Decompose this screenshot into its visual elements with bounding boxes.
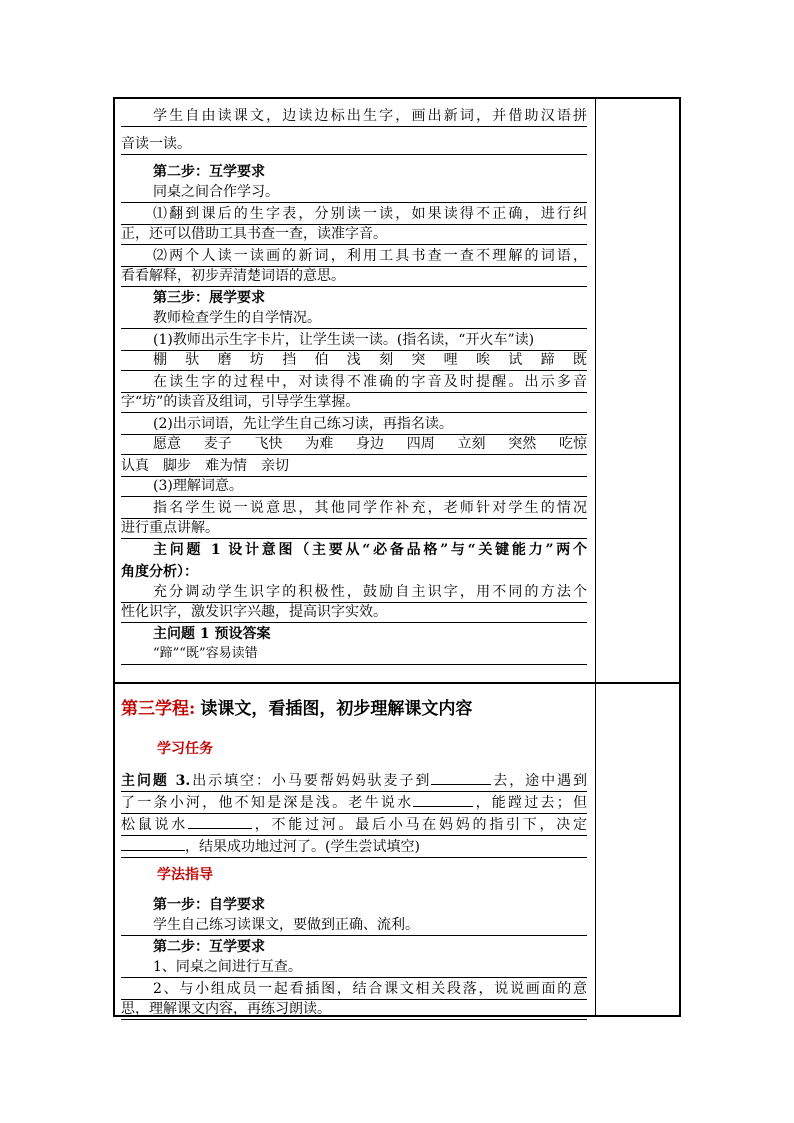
answer-title: 主问题 1 预设答案: [153, 626, 271, 642]
char-item: 哩: [443, 352, 458, 368]
lower-step2-title: 第二步：互学要求: [153, 939, 265, 955]
word-item: 身边: [356, 436, 384, 452]
answer-text: “蹄”“既”容易读错: [121, 645, 587, 665]
word-item: 突然: [508, 436, 537, 452]
step3-line-f2: 进行重点讲解。: [121, 519, 587, 539]
step3-title: 第三步：展学要求: [153, 290, 265, 306]
q3-text-1a: 出示填空：小马要帮妈妈驮麦子到: [190, 773, 432, 789]
step2-line-c2: 看看解释，初步弄清楚词语的意思。: [121, 267, 587, 287]
char-item: 驮: [185, 352, 200, 368]
char-item: 棚: [153, 352, 167, 368]
step2-line-a: 同桌之间合作学习。: [121, 183, 587, 203]
fill-blank[interactable]: [121, 836, 185, 851]
char-list: [121, 351, 587, 371]
char-item: 伯: [314, 352, 329, 368]
char-item: 磨: [217, 352, 232, 368]
char-item: 试: [508, 352, 523, 368]
lesson-plan-table: [113, 97, 681, 1017]
task-heading: 学习任务: [157, 741, 213, 757]
step2-title: 第二步：互学要求: [153, 164, 265, 180]
lower-step2-line-b1: 2、与小组成员一起看插图，结合课文相关段落，说说画面的意: [121, 980, 587, 1000]
word-item: 飞快: [254, 436, 283, 452]
stage-title: 读课文，看插图，初步理解课文内容: [200, 699, 473, 719]
q3-line-2: [121, 792, 587, 814]
q3-text-1b: 去，途中遇到: [491, 773, 587, 789]
intro-line-1: 学生自由读课文，边读边标出生字，画出新词，并借助汉语拼: [121, 107, 587, 127]
q3-line-4: [121, 836, 587, 858]
lower-step2-line-a: 1、同桌之间进行互查。: [121, 958, 587, 978]
stage-heading: [121, 694, 472, 719]
word-item: 麦子: [203, 436, 232, 452]
step3-line-a: 教师检查学生的自学情况。: [121, 309, 587, 329]
q3-text-2b: ，能蹚过去；但: [473, 795, 588, 811]
q3-text-3a: 松鼠说水: [121, 817, 188, 833]
step3-line-d: (2)出示词语，先让学生自己练习读，再指名读。: [121, 415, 587, 435]
char-item: 挡: [282, 352, 297, 368]
char-item: 唉: [475, 352, 490, 368]
word-item: 吃惊: [559, 436, 587, 452]
char-item: 既: [572, 352, 587, 368]
lower-step2-line-b2: 思，理解课文内容，再练习朗读。: [121, 1000, 587, 1020]
step3-line-c2: 字“坊”的读音及组词，引导学生掌握。: [121, 393, 587, 413]
char-item: 突: [411, 352, 426, 368]
step3-line-c1: 在读生字的过程中，对读得不准确的字音及时提醒。出示多音: [121, 373, 587, 393]
stage-label: 第三学程:: [121, 699, 196, 719]
step2-line-c1: ⑵两个人读一读画的新词，利用工具书查一查不理解的词语，: [121, 247, 587, 267]
step3-line-f1: 指名学生说一说意思，其他同学作补充，老师针对学生的情况: [121, 499, 587, 519]
char-item: 刻: [379, 352, 394, 368]
intro-line-2: 音读一读。: [121, 135, 587, 155]
word-item: 四周: [406, 436, 435, 452]
q3-text-3b: ，不能过河。最后小马在妈妈的指引下，决定: [252, 817, 587, 833]
fill-blank[interactable]: [188, 814, 252, 829]
char-item: 坊: [249, 352, 264, 368]
guide-heading: 学法指导: [157, 867, 213, 883]
lower-step1-title: 第一步：自学要求: [153, 897, 265, 913]
char-item: 蹄: [540, 352, 555, 368]
q3-line-3: [121, 814, 587, 836]
q3-text-4: ，结果成功地过河了。(学生尝试填空): [185, 839, 420, 855]
q3-line-1: [121, 770, 587, 792]
fill-blank[interactable]: [413, 792, 473, 807]
intent-line-3: 充分调动学生识字的积极性，鼓励自主识字，用不同的方法个: [121, 583, 587, 603]
step2-line-b2: 正，还可以借助工具书查一查，读准字音。: [121, 225, 587, 245]
column-divider: [595, 99, 596, 1015]
q3-text-2a: 了一条小河，他不知是深是浅。老牛说水: [121, 795, 414, 811]
row-divider: [115, 682, 679, 684]
intent-line-1: 主问题 1 设计意图（主要从“必备品格”与“关键能力”两个: [153, 542, 587, 558]
intent-line-4: 性化识字，激发识字兴趣，提高识字实效。: [121, 603, 587, 623]
step2-line-b1: ⑴翻到课后的生字表，分别读一读，如果读得不正确，进行纠: [121, 205, 587, 225]
lower-step1-text: 学生自己练习读课文，要做到正确、流利。: [121, 916, 587, 936]
intent-line-2: 角度分析）：: [121, 564, 198, 580]
step3-line-e: (3)理解词意。: [121, 477, 587, 497]
q3-label: 主问题 3.: [121, 773, 191, 789]
word-item: 愿意: [153, 436, 181, 452]
word-item: 为难: [305, 436, 334, 452]
word-item: 立刻: [457, 436, 486, 452]
word-list-2: 认真 脚步 难为情 亲切: [121, 457, 587, 477]
char-item: 浅: [346, 352, 361, 368]
step3-line-b: (1)教师出示生字卡片，让学生读一读。(指名读，“开火车”读): [121, 331, 587, 351]
fill-blank[interactable]: [431, 770, 491, 785]
word-list-1: [121, 435, 587, 455]
